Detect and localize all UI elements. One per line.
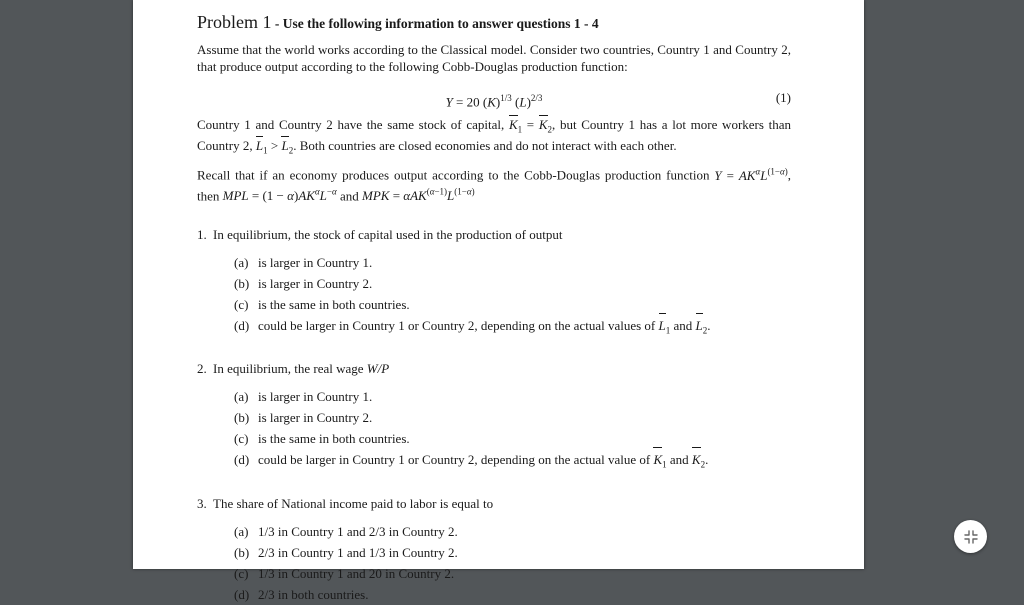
- q1-option-c-text: is the same in both countries.: [258, 296, 410, 312]
- q2-option-c: [197, 428, 791, 449]
- recall-text-b: , then: [197, 167, 791, 204]
- q2-option-c-label: (c): [234, 431, 249, 447]
- mpl-formula: MPL = $(1 - \alpha)AK^\alpha L^{-\alpha}$: [222, 187, 337, 204]
- problem-heading: [197, 10, 791, 36]
- recall-text-a: Recall that if an economy produces output according to the Cobb-Douglas production function: [197, 167, 710, 183]
- collapse-arrows-icon: [963, 529, 979, 545]
- equation-number: (1): [775, 90, 791, 105]
- question-2: [197, 360, 791, 476]
- q1-option-b-text: is larger in Country 2.: [258, 275, 373, 291]
- page-content: [197, 10, 791, 605]
- general-cobb-douglas: $Y = AK^\alpha L^{(1-\alpha)}$: [714, 166, 788, 183]
- q2-option-a: [197, 386, 791, 407]
- q2-option-d-label: (d): [234, 452, 250, 468]
- collapse-button[interactable]: [954, 520, 987, 553]
- question-3-options: [197, 521, 791, 605]
- q3-option-a-text: 1/3 in Country 1 and 2/3 in Country 2.: [258, 524, 458, 540]
- q1-option-b: [197, 273, 791, 294]
- intro-paragraph: Assume that the world works according to the Classical model. Consider two countries, Country 1 and Country 2, that produce output according to the following Cobb-Douglas production function:: [197, 42, 791, 74]
- q1-option-a: [197, 252, 791, 273]
- q1-option-d-label: (d): [234, 317, 250, 333]
- q1-option-d-l2: L $_2$.: [696, 318, 711, 333]
- q2-option-d-k1: K $_1$: [653, 452, 666, 467]
- q1-option-d-text: could be larger in Country 1 or Country 2, depending on the actual values of: [258, 317, 656, 333]
- question-3: [197, 495, 791, 605]
- question-1-number: 1.: [197, 226, 207, 242]
- equation-row: [197, 87, 791, 109]
- problem-label: Problem 1: [197, 12, 272, 32]
- question-2-options: [197, 386, 791, 476]
- q3-option-c: [197, 563, 791, 584]
- question-1: [197, 226, 791, 342]
- q2-option-d: [197, 449, 791, 476]
- recall-paragraph: [197, 163, 791, 205]
- q2-option-d-text: could be larger in Country 1 or Country 2, depending on the actual value of: [258, 452, 651, 468]
- q3-option-b-label: (b): [234, 545, 250, 561]
- question-3-number: 3.: [197, 496, 207, 512]
- question-1-text: In equilibrium, the stock of capital used in the production of output: [213, 226, 563, 242]
- q1-option-c-label: (c): [234, 296, 249, 312]
- question-3-text: The share of National income paid to labor is equal to: [213, 496, 494, 512]
- problem-separator: -: [271, 16, 283, 31]
- mpk-formula: MPK = $\alpha AK^{(\alpha-1)}L^{(1-\alpha)}$: [362, 187, 475, 204]
- question-2-number: 2.: [197, 361, 207, 377]
- q3-option-c-label: (c): [234, 566, 249, 582]
- q1-option-d: [197, 315, 791, 342]
- question-1-stem: [197, 226, 791, 243]
- question-2-text: In equilibrium, the real wage: [213, 361, 364, 377]
- capital-equality: K $_1$ = K $_2$: [508, 117, 552, 135]
- q1-option-a-label: (a): [234, 254, 249, 270]
- problem-instruction: Use the following information to answer questions 1 - 4: [282, 16, 599, 31]
- q3-option-b: [197, 542, 791, 563]
- q3-option-b-text: 2/3 in Country 1 and 1/3 in Country 2.: [258, 545, 458, 561]
- q2-option-b: [197, 407, 791, 428]
- q2-option-b-label: (b): [234, 410, 250, 426]
- countries-text-b: , but Country 1 has a lot more workers than Country 2,: [197, 117, 792, 154]
- countries-text-a: Country 1 and Country 2 have the same stock of capital,: [197, 117, 505, 132]
- q1-option-a-text: is larger in Country 1.: [258, 254, 373, 270]
- q1-option-d-l1: L $_1$: [659, 318, 671, 333]
- q2-option-b-text: is larger in Country 2.: [258, 410, 373, 426]
- q3-option-d-text: 2/3 in both countries.: [258, 587, 369, 603]
- labor-inequality: L $_1$ > L $_2$: [255, 138, 294, 156]
- q3-option-d-label: (d): [234, 587, 250, 603]
- production-function-equation: Y = 20 $(K)^{1/3}$ $(L)^{2/3}$: [445, 93, 543, 110]
- q3-option-d: [197, 584, 791, 605]
- question-2-stem: [197, 360, 791, 377]
- q2-option-a-text: is larger in Country 1.: [258, 389, 373, 405]
- q1-option-c: [197, 294, 791, 315]
- question-list: [197, 226, 791, 605]
- q2-option-d-and: and: [669, 452, 689, 468]
- question-3-stem: [197, 495, 791, 512]
- q1-option-b-label: (b): [234, 275, 250, 291]
- q1-option-d-and: and: [673, 317, 693, 333]
- countries-text-c: . Both countries are closed economies and do not interact with each other.: [293, 138, 677, 154]
- q2-option-c-text: is the same in both countries.: [258, 431, 410, 447]
- q2-option-a-label: (a): [234, 389, 249, 405]
- recall-text-c: and: [339, 188, 359, 204]
- countries-paragraph: [197, 117, 791, 159]
- q3-option-a: [197, 521, 791, 542]
- q2-option-d-k2: K $_2$.: [692, 452, 708, 467]
- document-page: [133, 0, 864, 603]
- question-1-options: [197, 252, 791, 342]
- q3-option-a-label: (a): [234, 524, 249, 540]
- q3-option-c-text: 1/3 in Country 1 and 20 in Country 2.: [258, 566, 455, 582]
- real-wage-symbol: W/P: [366, 361, 390, 377]
